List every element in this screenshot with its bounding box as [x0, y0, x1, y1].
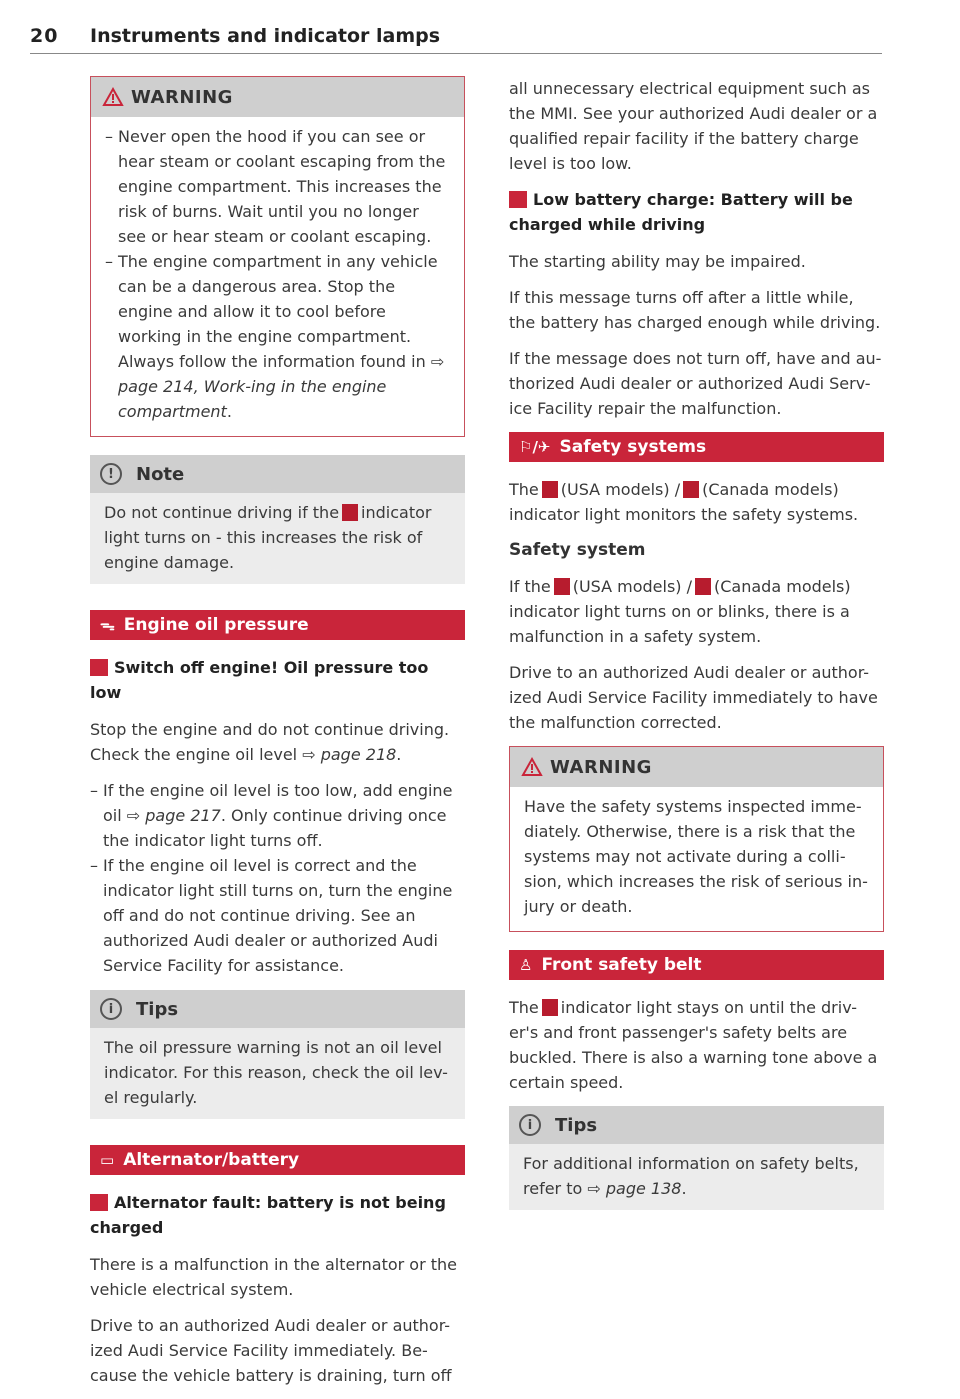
note-body: Do not continue driving if the indicator light turns on - this increases the risk of engine damage.	[104, 503, 432, 572]
right-column	[509, 76, 884, 1236]
section-heading-alternator: ▭ Alternator/battery	[90, 1145, 465, 1175]
page-link[interactable]: ⇨ page 217	[126, 806, 221, 825]
oil-can-icon: ᯓ	[100, 615, 115, 634]
page-header	[30, 22, 882, 54]
paragraph: all unnecessary electrical equipment such as the MMI. See your authorized Audi dealer or a qualified repair facility if the battery charge level is too low.	[509, 79, 878, 173]
warning-title: WARNING	[131, 86, 233, 108]
warning-title: WARNING	[550, 756, 652, 778]
warning-list	[105, 124, 450, 424]
section-heading-front-safety-belt: ♙ Front safety belt	[509, 950, 884, 980]
oil-list-item: – If the engine oil level is correct and the indicator light still turns on, turn the engine off and do not continue driving. See an authorized Audi dealer or authorized Audi Service Facility for assistance.	[90, 853, 465, 978]
tips-title: Tips	[136, 998, 179, 1020]
paragraph: The indicator light stays on until the driv-er's and front passenger's safety belts are buckled. There is also a warning tone above a certain speed.	[509, 998, 878, 1092]
warning-triangle-icon	[522, 758, 542, 776]
tips-box	[509, 1106, 884, 1210]
subheading-low-battery: Low battery charge: Battery will be charged while driving	[509, 190, 853, 234]
paragraph: The starting ability may be impaired.	[509, 252, 806, 271]
subheading-alternator-fault: Alternator fault: battery is not being charged	[90, 1193, 446, 1237]
chapter-title: Instruments and indicator lamps	[90, 25, 441, 47]
paragraph: There is a malfunction in the alternator or the vehicle electrical system.	[90, 1255, 458, 1299]
warning-body: Have the safety systems inspected imme-diately. Otherwise, there is a risk that the systems may not activate during a colli-sion, which increases the risk of serious in-jury or death.	[524, 797, 868, 916]
seatbelt-lamp-icon	[542, 999, 558, 1016]
paragraph: The (USA models) / (Canada models) indicator light monitors the safety systems.	[509, 480, 859, 524]
page-link[interactable]: ⇨ page 214, Work-ing in the engine compartment	[118, 352, 445, 421]
tips-body: The oil pressure warning is not an oil level indicator. For this reason, check the oil lev-el regularly.	[104, 1038, 448, 1107]
warning-box-safety	[509, 746, 884, 932]
section-heading-oil-pressure: ᯓ Engine oil pressure	[90, 610, 465, 640]
warning-triangle-icon	[103, 88, 123, 106]
info-circle-icon: i	[100, 998, 122, 1020]
oil-can-icon	[342, 504, 358, 521]
oil-list-item: – If the engine oil level is too low, add engine oil ⇨ page 217. Only continue driving once the indicator light turns off.	[90, 778, 465, 853]
tips-header	[509, 1106, 884, 1144]
oil-list	[90, 778, 465, 978]
note-box	[90, 455, 465, 584]
battery-icon: ▭	[100, 1150, 115, 1169]
page-link[interactable]: ⇨ page 138	[587, 1179, 682, 1198]
warning-header	[91, 77, 464, 117]
exclamation-circle-icon: !	[100, 463, 122, 485]
warning-header	[510, 747, 883, 787]
warning-box-hood	[90, 76, 465, 437]
battery-warning-lamp-icon	[90, 1194, 108, 1211]
paragraph: If the (USA models) / (Canada models) indicator light turns on or blinks, there is a malfunction in a safety system.	[509, 577, 851, 646]
note-title: Note	[136, 463, 185, 485]
tips-box	[90, 990, 465, 1119]
airbag-lamp-icon	[542, 481, 558, 498]
paragraph: Drive to an authorized Audi dealer or author-ized Audi Service Facility immediately. Be-cause the vehicle battery is draining, turn off	[90, 1316, 452, 1385]
subheading-switch-off: Switch off engine! Oil pressure too low	[90, 658, 429, 702]
airbag-lamp-icon	[554, 578, 570, 595]
warning-item: – The engine compartment in any vehicle can be a dangerous area. Stop the engine and allow it to cool before working in the engine compartment. Always follow the information found in ⇨ page 214, Work-ing in the engine compartment.	[105, 249, 450, 424]
page-number: 20	[30, 25, 59, 47]
battery-warning-lamp-icon	[509, 191, 527, 208]
airbag-icon: ⚐/✈	[519, 437, 551, 456]
passenger-airbag-lamp-icon	[695, 578, 711, 595]
section-heading-safety-systems: ⚐/✈ Safety systems	[509, 432, 884, 462]
passenger-airbag-lamp-icon	[683, 481, 699, 498]
paragraph: Drive to an authorized Audi dealer or author-ized Audi Service Facility immediately to have the malfunction corrected.	[509, 663, 878, 732]
tips-title: Tips	[555, 1114, 598, 1136]
tips-body: For additional information on safety belts, refer to ⇨ page 138.	[523, 1154, 859, 1198]
left-column	[90, 76, 465, 1399]
oil-warning-lamp-icon	[90, 659, 108, 676]
paragraph: Stop the engine and do not continue driving. Check the engine oil level ⇨ page 218.	[90, 720, 450, 764]
seatbelt-icon: ♙	[519, 955, 533, 974]
paragraph: If this message turns off after a little while, the battery has charged enough while driving.	[509, 288, 881, 332]
tips-header	[90, 990, 465, 1028]
subheading-safety-system: Safety system	[509, 540, 646, 560]
page-link[interactable]: ⇨ page 218	[302, 745, 397, 764]
warning-body	[91, 117, 464, 436]
paragraph: If the message does not turn off, have and au-thorized Audi dealer or authorized Audi Serv-ice Facility repair the malfunction.	[509, 349, 882, 418]
note-header	[90, 455, 465, 493]
info-circle-icon: i	[519, 1114, 541, 1136]
warning-item: – Never open the hood if you can see or hear steam or coolant escaping from the engine compartment. This increases the risk of burns. Wait until you no longer see or hear steam or coolant escaping.	[105, 124, 450, 249]
